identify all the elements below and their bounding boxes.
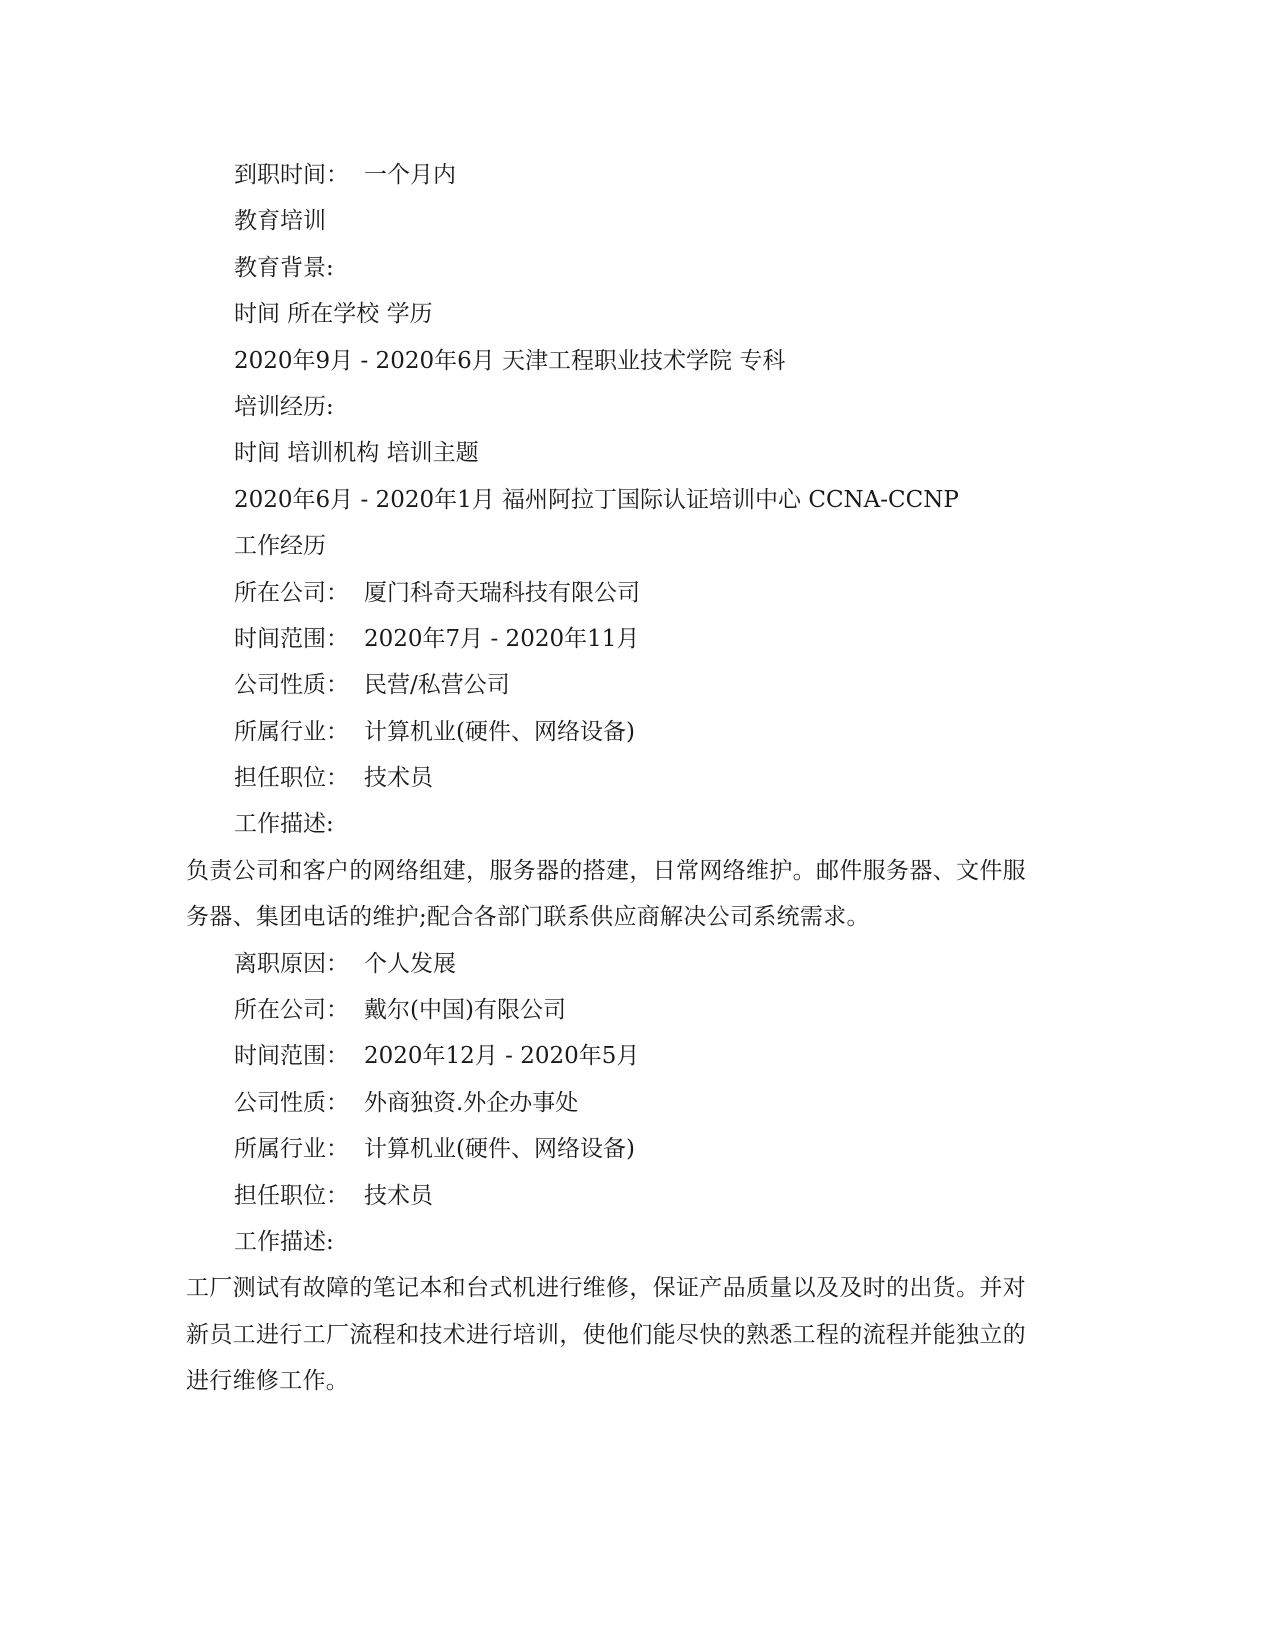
training-label: 培训经历: [234,393,334,420]
education-training-heading: 教育培训 [234,208,326,235]
job-company-value: 厦门科奇天瑞科技有限公司 [364,579,640,606]
education-table-header: 时间 所在学校 学历 [234,301,433,328]
arrival-time-value: 一个月内 [364,162,456,188]
job-position-value: 技术员 [364,1182,433,1209]
job-period-label: 时间范围： [234,1043,349,1070]
work-experience-heading: 工作经历 [234,533,326,560]
job-period-row [186,616,1026,662]
arrival-time-row [186,152,1026,198]
job-position-value: 技术员 [364,765,433,792]
job-nature-label: 公司性质： [234,672,349,699]
job-nature-row [186,1080,1026,1126]
job-company-label: 所在公司： [234,579,349,606]
training-row: 2020年6月 - 2020年1月 福州阿拉丁国际认证培训中心 CCNA-CCNP [234,486,959,513]
job-period-row [186,1033,1026,1079]
job-position-row [186,755,1026,801]
job-position-label: 担任职位： [234,1182,349,1209]
job-company-value: 戴尔(中国)有限公司 [364,997,566,1024]
job-industry-label: 所属行业： [234,718,349,745]
training-table-header: 时间 培训机构 培训主题 [234,440,479,467]
job-period-value: 2020年7月 - 2020年11月 [364,625,640,652]
job-position-label: 担任职位： [234,765,349,792]
job-nature-label: 公司性质： [234,1089,349,1116]
job-description: 工厂测试有故障的笔记本和台式机进行维修，保证产品质量以及及时的出货。并对新员工进行工厂流程和技术进行培训，使他们能尽快的熟悉工程的流程并能独立的进行维修工作。 [186,1275,1026,1395]
job-position-row [186,1173,1026,1219]
job-description-label: 工作描述: [234,811,334,838]
job-company-row [186,570,1026,616]
job-nature-row [186,662,1026,708]
job-industry-row [186,709,1026,755]
job-industry-value: 计算机业(硬件、网络设备) [364,1136,635,1163]
job-leave-reason-row [186,941,1026,987]
job-leave-reason-label: 离职原因： [234,950,349,977]
job-description-label: 工作描述: [234,1229,334,1256]
job-nature-value: 民营/私营公司 [364,672,510,699]
job-industry-value: 计算机业(硬件、网络设备) [364,718,635,745]
resume-content [186,152,1026,1405]
education-background-label: 教育背景: [234,254,334,281]
job-leave-reason-value: 个人发展 [364,950,456,977]
job-company-label: 所在公司： [234,997,349,1024]
job-industry-label: 所属行业： [234,1136,349,1163]
job-period-value: 2020年12月 - 2020年5月 [364,1043,640,1070]
arrival-time-label: 到职时间： [234,162,349,188]
job-description: 负责公司和客户的网络组建，服务器的搭建，日常网络维护。邮件服务器、文件服务器、集团电话的维护;配合各部门联系供应商解决公司系统需求。 [186,857,1026,931]
education-row: 2020年9月 - 2020年6月 天津工程职业技术学院 专科 [234,347,786,374]
job-nature-value: 外商独资.外企办事处 [364,1089,579,1116]
job-industry-row [186,1126,1026,1172]
job-period-label: 时间范围： [234,625,349,652]
job-company-row [186,987,1026,1033]
